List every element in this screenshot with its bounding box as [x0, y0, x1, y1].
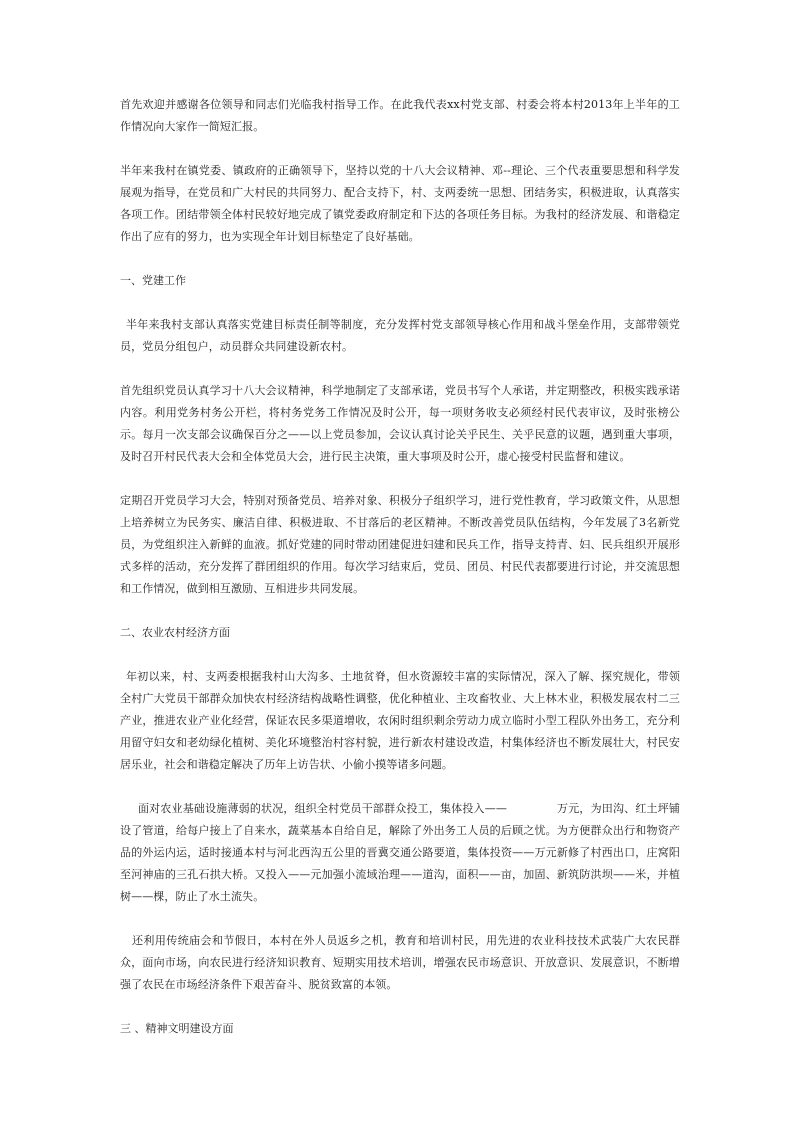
party-building-paragraph-2: 首先组织党员认真学习十八大会议精神，科学地制定了支部承诺，党员书写个人承诺，并定期整改，积极实践承诺内容。利用党务村务公开栏，将村务党务工作情况及时公开，每一项财务收支必须经村民代表审议，及时张榜公示。每月一次支部会议确保百分之——以上党员参加，会议认真讨论关乎民生、关乎民意的议题，遇到重大事项，及时召开村民代表大会和全体党员大会，进行民主决策，重大事项及时公开，虚心接受村民监督和建议。: [120, 384, 680, 463]
summary-paragraph: 半年来我村在镇党委、镇政府的正确领导下，坚持以党的十八大会议精神、邓--理论、三个代表重要思想和科学发展观为指导，在党员和广大村民的共同努力、配合支持下，村、支两委统一思想、团结务实，积极进取，认真落实各项工作。团结带领全体村民较好地完成了镇党委政府制定和下达的各项任务目标。为我村的经济发展、和谐稳定作出了应有的努力，也为实现全年计划目标垫定了良好基础。: [120, 164, 680, 243]
section-heading-spiritual-civilization: 三 、精神文明建设方面: [120, 1022, 234, 1035]
document-body: [120, 94, 680, 1062]
agriculture-paragraph-3: 还利用传统庙会和节假日，本村在外人员返乡之机，教育和培训村民，用先进的农业科技技术武装广大农民群众，面向市场，向农民进行经济知识教育、短期实用技术培训，增强农民市场意识、开放意识、发展意识，不断增强了农民在市场经济条件下艰苦奋斗、脱贫致富的本领。: [120, 934, 680, 991]
intro-paragraph: 首先欢迎并感谢各位领导和同志们光临我村指导工作。在此我代表xx村党支部、村委会将本村2013年上半年的工作情况向大家作一简短汇报。: [120, 98, 680, 133]
party-building-paragraph-1: 半年来我村支部认真落实党建目标责任制等制度，充分发挥村党支部领导核心作用和战斗堡垒作用，支部带领党员，党员分组包户，动员群众共同建设新农村。: [120, 318, 680, 353]
agriculture-paragraph-2-part-b: 万元，为田沟、红土坪铺设了管道，给每户接上了自来水，蔬菜基本自给自足，解除了外出务工人员的后顾之忧。为方便群众出行和物资产品的外运内运，适时接通本村与河北西沟五公里的晋冀交通公路要道，集体投资——万元新修了村西出口，庄窝阳至河神庙的三孔石拱大桥。又投入——元加强小流域治理——道沟，面积——亩，加固、新筑防洪坝——米，并植树——棵，防止了水土流失。: [120, 802, 680, 903]
agriculture-paragraph-2-part-a: 面对农业基础设施薄弱的状况，组织全村党员干部群众投工，集体投入——: [138, 802, 507, 815]
section-heading-party-building: 一、党建工作: [120, 274, 186, 287]
agriculture-paragraph-1: 年初以来，村、支两委根据我村山大沟多、土地贫脊，但水资源较丰富的实际情况，深入了解、探究规化，带领全村广大党员干部群众加快农村经济结构战略性调整，优化种植业、主攻畜牧业、大上林木业，积极发展农村二三产业，推进农业产业化经营，保证农民多渠道增收，农闲时组织剩余劳动力成立临时小型工程队外出务工，充分利用留守妇女和老幼绿化植树、美化环境整治村容村貌，进行新农村建设改造，村集体经济也不断发展壮大，村民安居乐业，社会和谐稳定解决了历年上访告状、小偷小摸等诸多问题。: [120, 670, 680, 771]
party-building-paragraph-3: 定期召开党员学习大会，特别对预备党员、培养对象、积极分子组织学习，进行党性教育，学习政策文件，从思想上培养树立为民务实、廉洁自律、积极进取、不甘落后的老区精神。不断改善党员队伍结构，今年发展了3名新党员，为党组织注入新鲜的血液。抓好党建的同时带动团建促进妇建和民兵工作，指导支持青、妇、民兵组织开展形式多样的活动，充分发挥了群团组织的作用。每次学习结束后，党员、团员、村民代表都要进行讨论，并交流思想和工作情况，做到相互激励、互相进步共同发展。: [120, 494, 680, 595]
agriculture-paragraph-2: [120, 798, 680, 908]
section-heading-agriculture: 二、农业农村经济方面: [120, 626, 230, 639]
